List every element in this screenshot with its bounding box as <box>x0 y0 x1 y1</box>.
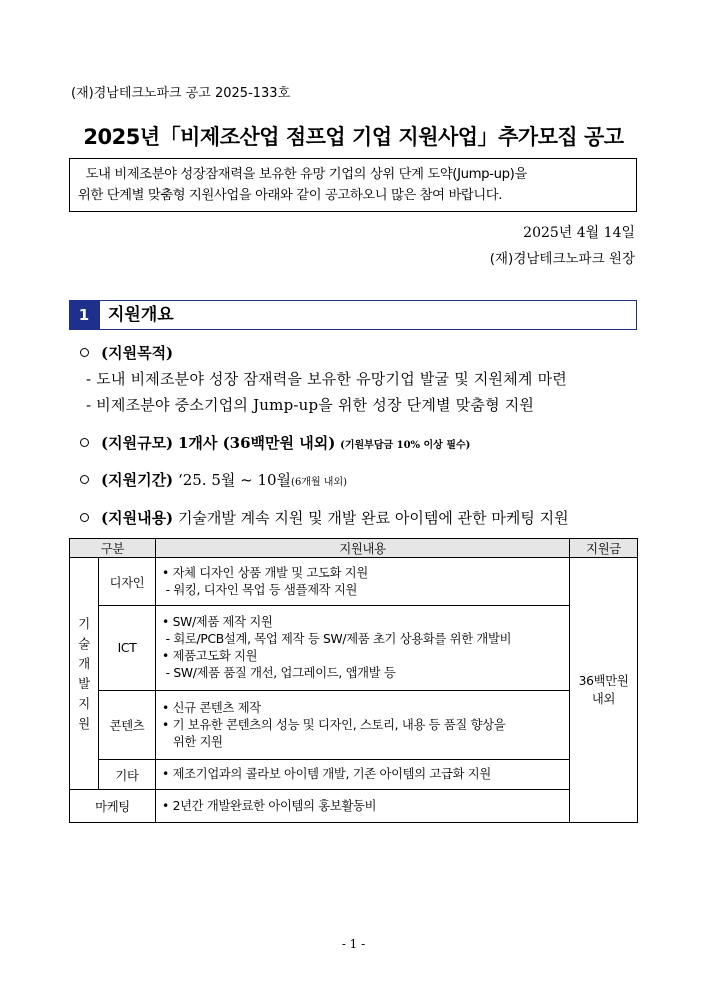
purpose-bullet-1: - 도내 비제조분야 성장 잠재력을 보유한 유망기업 발굴 및 지원체계 마련 <box>86 370 567 388</box>
category-cell: 기타 <box>99 760 156 790</box>
section-title: 지원개요 <box>99 300 637 330</box>
content-cell <box>156 558 570 606</box>
period-label: (지원기간) <box>101 471 174 489</box>
content-label: (지원내용) <box>101 509 174 527</box>
table-row <box>70 691 638 760</box>
notice-number: (재)경남테크노파크 공고 2025-133호 <box>71 86 291 101</box>
content-line: - 회로/PCB설계, 목업 제작 등 SW/제품 초기 상용화를 위한 개발비 <box>162 632 512 646</box>
content-cell <box>156 790 570 823</box>
table-row <box>70 760 638 790</box>
purpose-item <box>80 342 173 363</box>
content-cell <box>156 691 570 760</box>
scale-note: (기원부담금 10% 이상 필수) <box>340 440 471 451</box>
content-line: • 2년간 개발완료한 아이템의 홍보활동비 <box>162 798 377 813</box>
content-line: 위한 지원 <box>162 734 223 749</box>
circle-bullet-icon <box>80 348 89 357</box>
table-row <box>70 790 638 823</box>
document-title: 2025년「비제조산업 점프업 기업 지원사업」추가모집 공고 <box>83 125 624 149</box>
scale-item <box>80 432 470 453</box>
support-table <box>69 538 638 823</box>
issuer: (재)경남테크노파크 원장 <box>489 251 635 267</box>
category-cell-marketing: 마케팅 <box>70 790 156 823</box>
content-line: • 제품고도화 지원 <box>162 649 258 663</box>
scale-value: 1개사 (36백만원 내외) <box>177 434 336 452</box>
content-line: - SW/제품 품질 개선, 업그레이드, 앱개발 등 <box>162 666 396 680</box>
content-line: - 워킹, 디자인 목업 등 샘플제작 지원 <box>162 582 358 597</box>
table-row <box>70 606 638 691</box>
content-item <box>80 507 569 528</box>
content-cell <box>156 760 570 790</box>
period-note: (6개월 내외) <box>291 477 348 488</box>
table-header-row <box>70 539 638 558</box>
content-line: • 기 보유한 콘텐츠의 성능 및 디자인, 스토리, 내용 등 품질 향상을 <box>162 717 506 732</box>
intro-line-1: 도내 비제조분야 성장잠재력을 보유한 유망 기업의 상위 단계 도약(Jump-up)을 <box>85 167 527 182</box>
group-label: 기 술 개 발 지 원 <box>70 558 99 790</box>
page-number: - 1 - <box>341 937 366 951</box>
content-cell <box>156 606 570 691</box>
period-item <box>80 469 347 490</box>
category-cell: 콘텐츠 <box>99 691 156 760</box>
purpose-label: (지원목적) <box>101 344 174 362</box>
period-value: ‘25. 5월 ~ 10월 <box>177 471 292 489</box>
header-content: 지원내용 <box>156 539 570 558</box>
content-line: • 신규 콘텐츠 제작 <box>162 700 261 715</box>
section-number: 1 <box>69 300 99 330</box>
table-row <box>70 558 638 606</box>
intro-line-2: 위한 단계별 맞춤형 지원사업을 아래와 같이 공고하오니 많은 참여 바랍니다. <box>78 188 503 203</box>
scale-label: (지원규모) <box>101 434 174 452</box>
content-line: • 자체 디자인 상품 개발 및 고도화 지원 <box>162 565 368 580</box>
category-cell: ICT <box>99 606 156 691</box>
header-category: 구분 <box>70 539 156 558</box>
content-value: 기술개발 계속 지원 및 개발 완료 아이템에 관한 마케팅 지원 <box>177 509 569 527</box>
circle-bullet-icon <box>80 475 89 484</box>
category-cell: 디자인 <box>99 558 156 606</box>
header-amount: 지원금 <box>570 539 638 558</box>
content-line: • 제조기업과의 콜라보 아이템 개발, 기존 아이템의 고급화 지원 <box>162 767 491 781</box>
amount-cell: 36백만원 내외 <box>570 558 638 823</box>
circle-bullet-icon <box>80 438 89 447</box>
intro-box <box>69 158 637 212</box>
content-line: • SW/제품 제작 지원 <box>162 615 273 629</box>
publication-date: 2025년 4월 14일 <box>523 225 635 241</box>
purpose-bullet-2: - 비제조분야 중소기업의 Jump-up을 위한 성장 단계별 맞춤형 지원 <box>86 396 535 414</box>
circle-bullet-icon <box>80 513 89 522</box>
